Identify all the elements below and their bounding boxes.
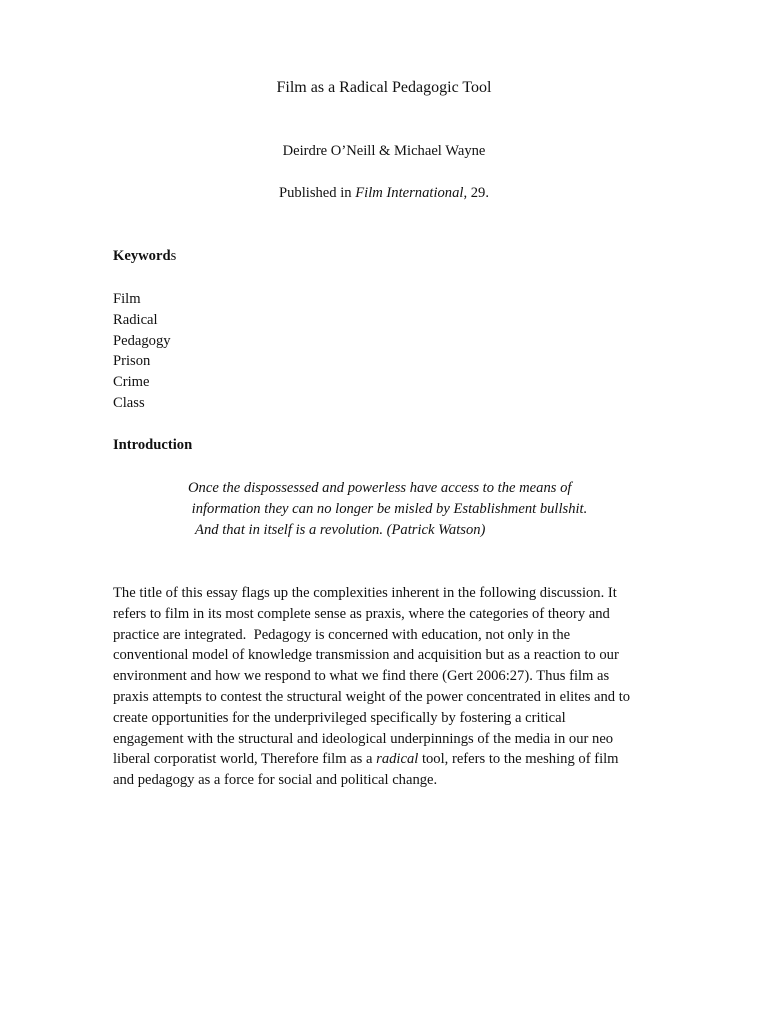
document-title: Film as a Radical Pedagogic Tool (276, 79, 492, 96)
publication-suffix: , 29. (463, 185, 489, 201)
paragraph-line: The title of this essay flags up the complexities inherent in the following discussion. It (113, 585, 617, 601)
paragraph-line: and pedagogy as a force for social and political change. (113, 772, 438, 789)
keyword-item: Crime (113, 374, 150, 391)
paragraph-line: environment and how we respond to what we find there (Gert 2006:27). Thus film as (113, 668, 610, 685)
keyword-item: Radical (113, 311, 158, 328)
introduction-paragraph (113, 583, 658, 791)
paragraph-text: tool, refers to the meshing of film (418, 751, 619, 768)
epigraph-line: Once the dispossessed and powerless have access to the means of (188, 480, 572, 496)
paragraph-line: praxis attempts to contest the structural weight of the power concentrated in elites and to (113, 688, 631, 705)
paragraph-line: engagement with the structural and ideological underpinnings of the media in our neo (113, 730, 614, 747)
publication-line (0, 183, 768, 204)
epigraph-line: And that in itself is a revolution. (Patrick Watson) (188, 522, 486, 538)
keywords-heading (113, 246, 176, 267)
keyword-item: Film (113, 291, 141, 307)
paragraph-line (113, 749, 658, 770)
author-line: Deirdre O’Neill & Michael Wayne (282, 143, 486, 159)
keyword-item: Class (113, 394, 145, 411)
journal-name: Film International (355, 185, 464, 201)
keyword-item: Prison (113, 353, 151, 370)
paragraph-text: liberal corporatist world, Therefore film as a (113, 751, 377, 768)
keywords-list (113, 289, 171, 414)
keywords-heading-tail: s (170, 248, 177, 264)
introduction-heading: Introduction (113, 437, 193, 453)
emphasis-radical: radical (376, 751, 419, 768)
epigraph-quote (188, 478, 587, 541)
paragraph-line: practice are integrated. Pedagogy is concerned with education, not only in the (113, 626, 571, 643)
keywords-heading-bold: Keyword (113, 248, 171, 264)
paragraph-line: conventional model of knowledge transmission and acquisition but as a reaction to our (113, 647, 619, 664)
keyword-item: Pedagogy (113, 332, 171, 349)
publication-prefix: Published in (279, 185, 356, 201)
paragraph-line: refers to film in its most complete sense as praxis, where the categories of theory and (113, 605, 610, 622)
paragraph-line: create opportunities for the underprivileged specifically by fostering a critical (113, 709, 566, 726)
epigraph-line: information they can no longer be misled by Establishment bullshit. (188, 501, 588, 517)
